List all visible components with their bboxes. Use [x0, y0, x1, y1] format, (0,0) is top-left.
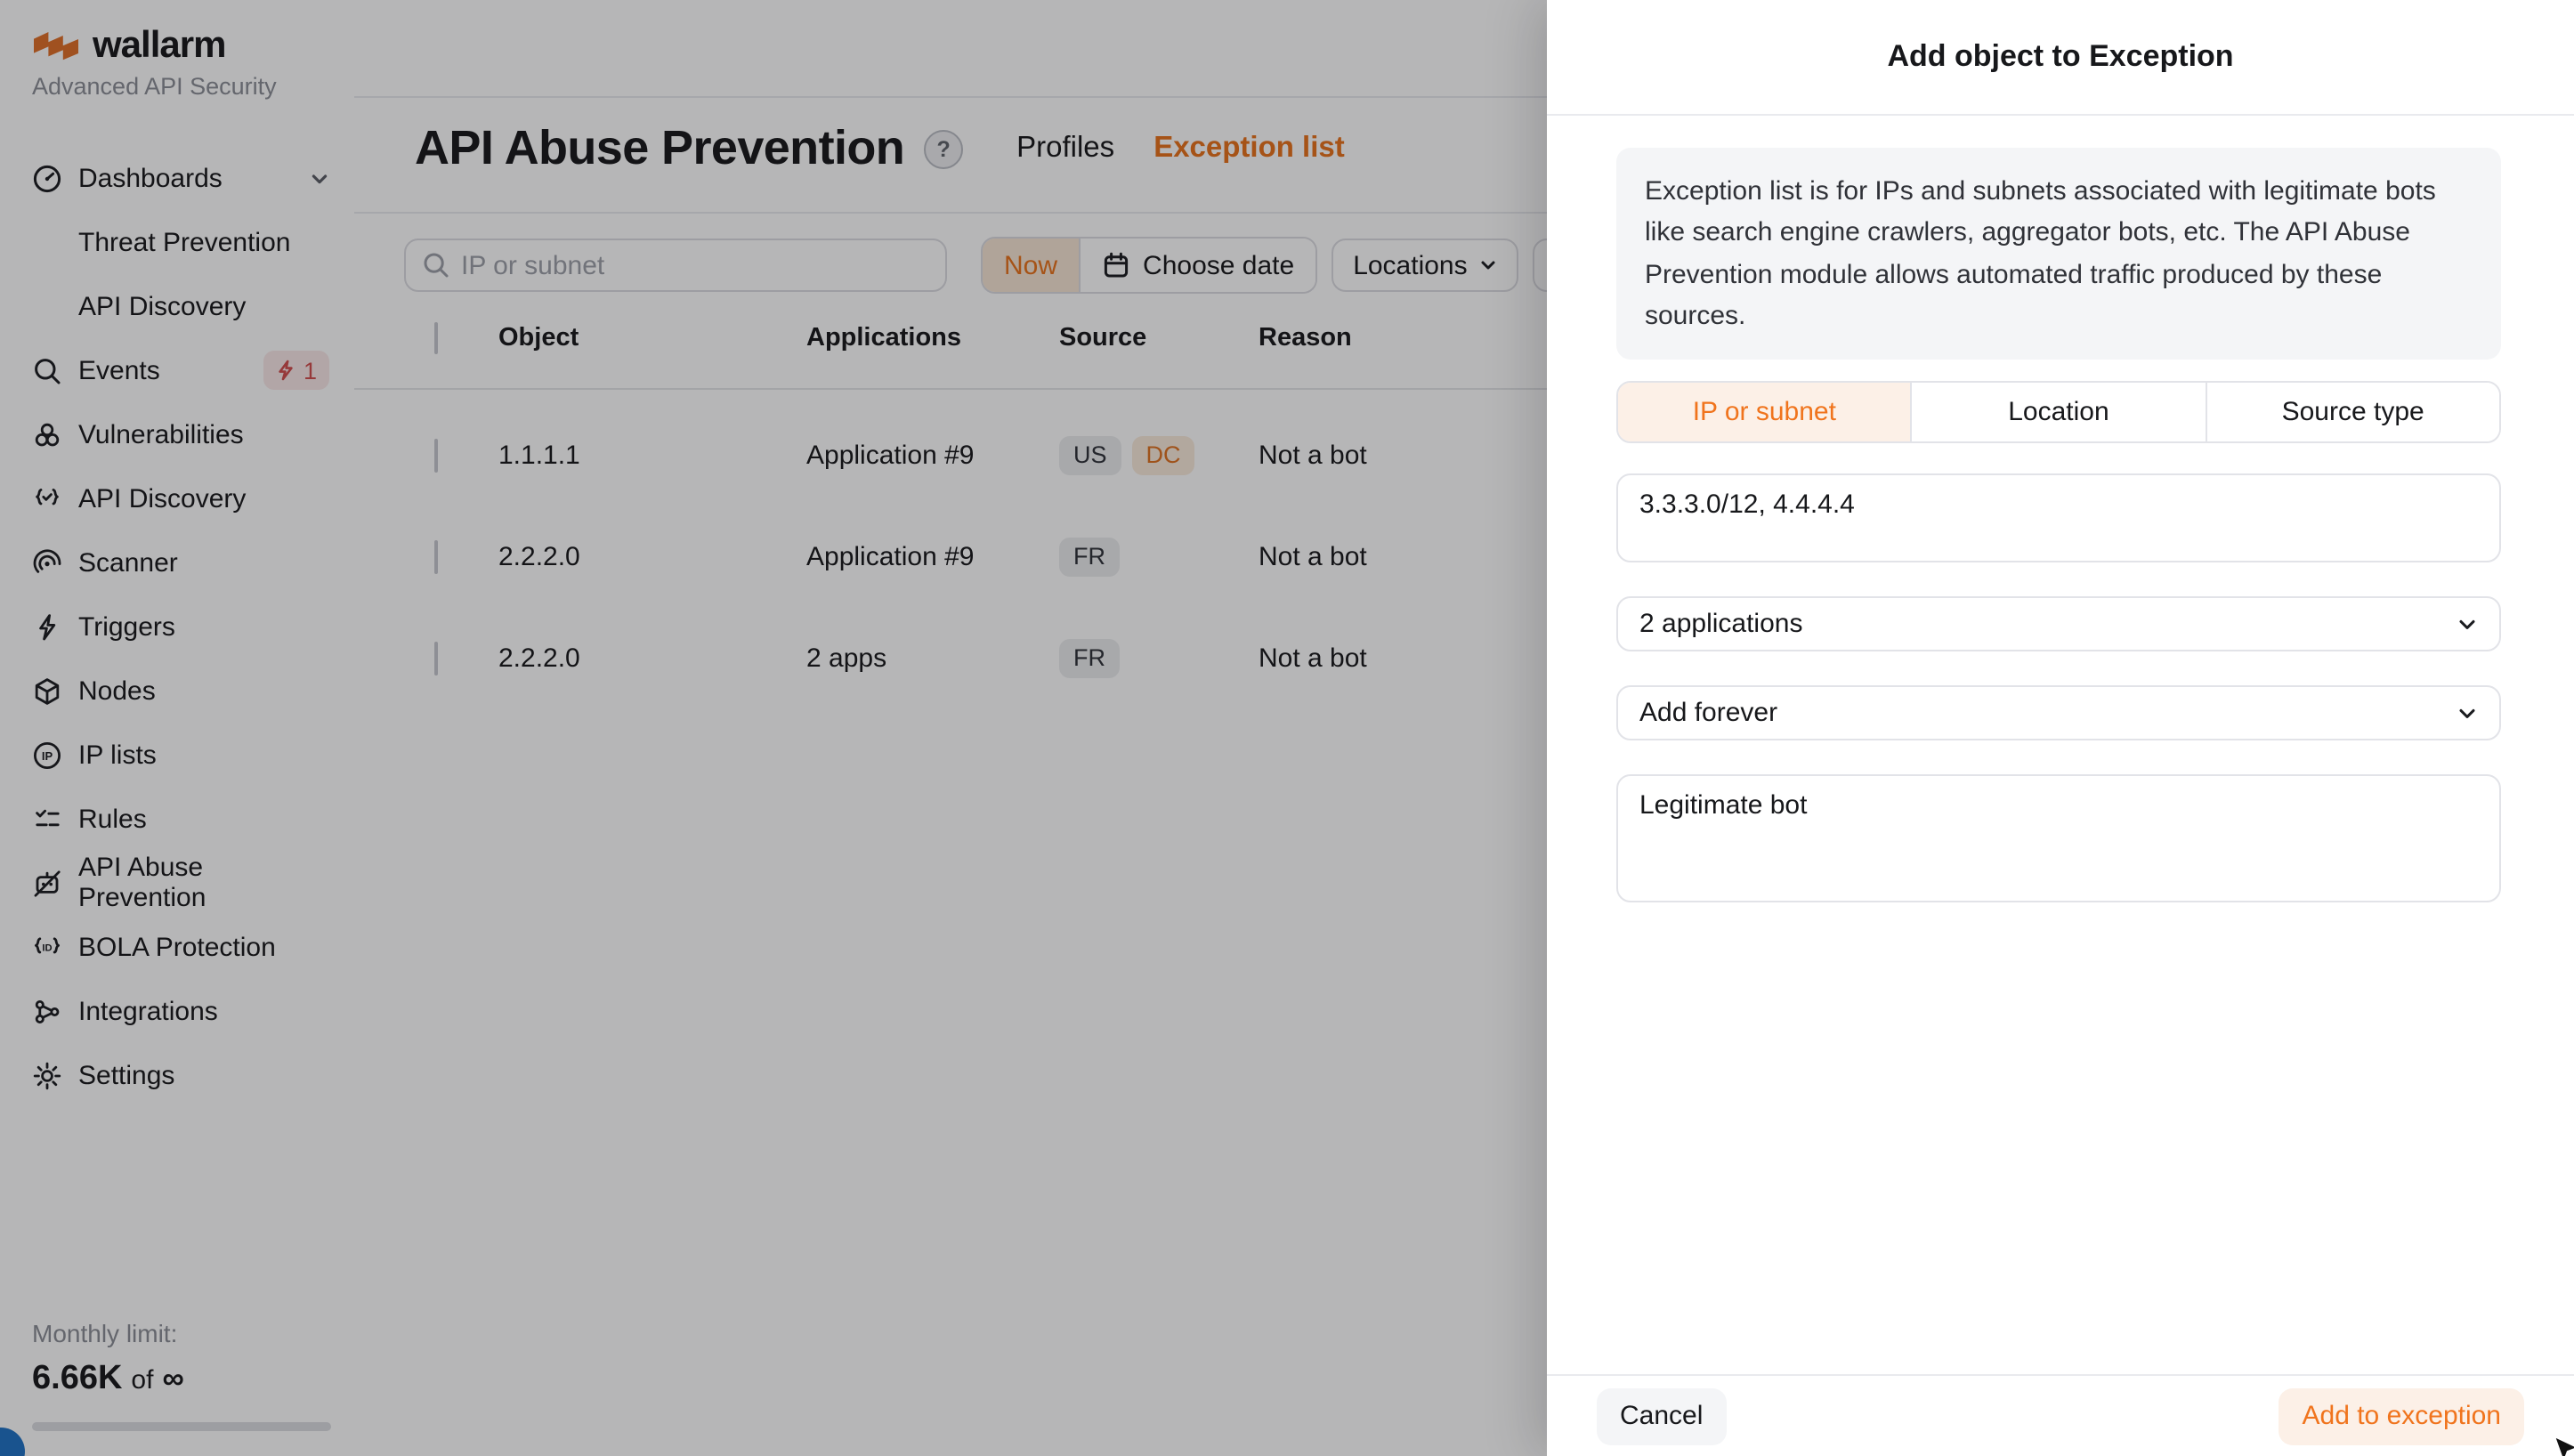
cell-object: 1.1.1.1: [498, 440, 580, 470]
sidebar-item-label: API Abuse Prevention: [78, 853, 206, 913]
sidebar-item-label: IP lists: [78, 740, 157, 770]
drawer-footer: [1547, 1374, 2574, 1456]
sidebar-item-label: Scanner: [78, 547, 178, 578]
monthly-limit-label: Monthly limit:: [32, 1319, 178, 1347]
page-title: API Abuse Prevention: [415, 121, 905, 174]
sidebar-item-label: API Discovery: [78, 291, 247, 321]
svg-text:ID: ID: [42, 942, 53, 953]
source-badge: FR: [1059, 537, 1120, 576]
chevron-down-icon: [2457, 702, 2478, 724]
events-count-badge: 1: [264, 351, 329, 390]
cell-applications: Application #9: [806, 440, 975, 470]
applications-select[interactable]: 2 applications: [1616, 596, 2501, 651]
now-button[interactable]: Now: [983, 239, 1081, 292]
source-badge: US: [1059, 435, 1121, 474]
tab-profiles[interactable]: Profiles: [1016, 132, 1115, 164]
sidebar-item-label: Rules: [78, 804, 147, 834]
tab-ip-or-subnet[interactable]: IP or subnet: [1618, 383, 1913, 441]
cell-reason: Not a bot: [1259, 440, 1367, 470]
cell-object: 2.2.2.0: [498, 643, 580, 673]
column-object: Object: [498, 324, 579, 352]
column-source: Source: [1059, 324, 1147, 352]
sidebar-item-label: Dashboards: [78, 163, 223, 193]
brand-subtitle: Advanced API Security: [32, 73, 277, 100]
exception-description: Exception list is for IPs and subnets associated with legitimate bots like search engine crawlers, aggregator bots, etc. The API Abuse Prevention module allows automated traffic produced by these sources.: [1616, 148, 2501, 360]
cell-applications: 2 apps: [806, 643, 887, 673]
cell-applications: Application #9: [806, 541, 975, 571]
column-applications: Applications: [806, 324, 962, 352]
cell-object: 2.2.2.0: [498, 541, 580, 571]
choose-date-button[interactable]: Choose date: [1081, 239, 1315, 292]
cancel-button[interactable]: Cancel: [1597, 1387, 1726, 1444]
column-reason: Reason: [1259, 324, 1352, 352]
sidebar-item-label: Triggers: [78, 611, 175, 642]
reason-input[interactable]: [1616, 774, 2501, 902]
brand-name: wallarm: [93, 25, 226, 66]
infinity-symbol: ∞: [162, 1362, 184, 1395]
mouse-cursor: [2553, 1435, 2574, 1456]
sidebar-item-label: API Discovery: [78, 483, 247, 514]
sidebar-item-label: Integrations: [78, 996, 218, 1026]
duration-select[interactable]: Add forever: [1616, 685, 2501, 740]
monthly-limit-of: of: [131, 1365, 154, 1395]
add-exception-drawer: [1547, 0, 2574, 1456]
add-to-exception-button[interactable]: Add to exception: [2279, 1387, 2525, 1444]
source-badge: FR: [1059, 638, 1120, 677]
locations-dropdown[interactable]: Locations: [1332, 239, 1518, 292]
ip-subnet-input[interactable]: [1616, 473, 2501, 562]
sidebar-item-label: Vulnerabilities: [78, 419, 244, 449]
cell-reason: Not a bot: [1259, 541, 1367, 571]
sidebar-item-label: Nodes: [78, 675, 156, 706]
tab-source-type[interactable]: Source type: [2206, 383, 2499, 441]
sidebar-item-label: BOLA Protection: [78, 932, 276, 962]
sidebar-item-label: Settings: [78, 1060, 175, 1090]
monthly-limit-value: 6.66K: [32, 1360, 123, 1397]
help-icon[interactable]: ?: [924, 129, 963, 168]
object-type-tabs: [1616, 381, 2501, 443]
tab-location[interactable]: Location: [1913, 383, 2207, 441]
source-badge: DC: [1132, 435, 1195, 474]
sidebar-item-label: Events: [78, 355, 160, 385]
cell-reason: Not a bot: [1259, 643, 1367, 673]
sidebar-item-label: Threat Prevention: [78, 227, 291, 257]
svg-text:IP: IP: [41, 748, 53, 762]
drawer-title: Add object to Exception: [1547, 0, 2574, 116]
chevron-down-icon: [2457, 613, 2478, 635]
tab-exception-list[interactable]: Exception list: [1153, 132, 1345, 164]
